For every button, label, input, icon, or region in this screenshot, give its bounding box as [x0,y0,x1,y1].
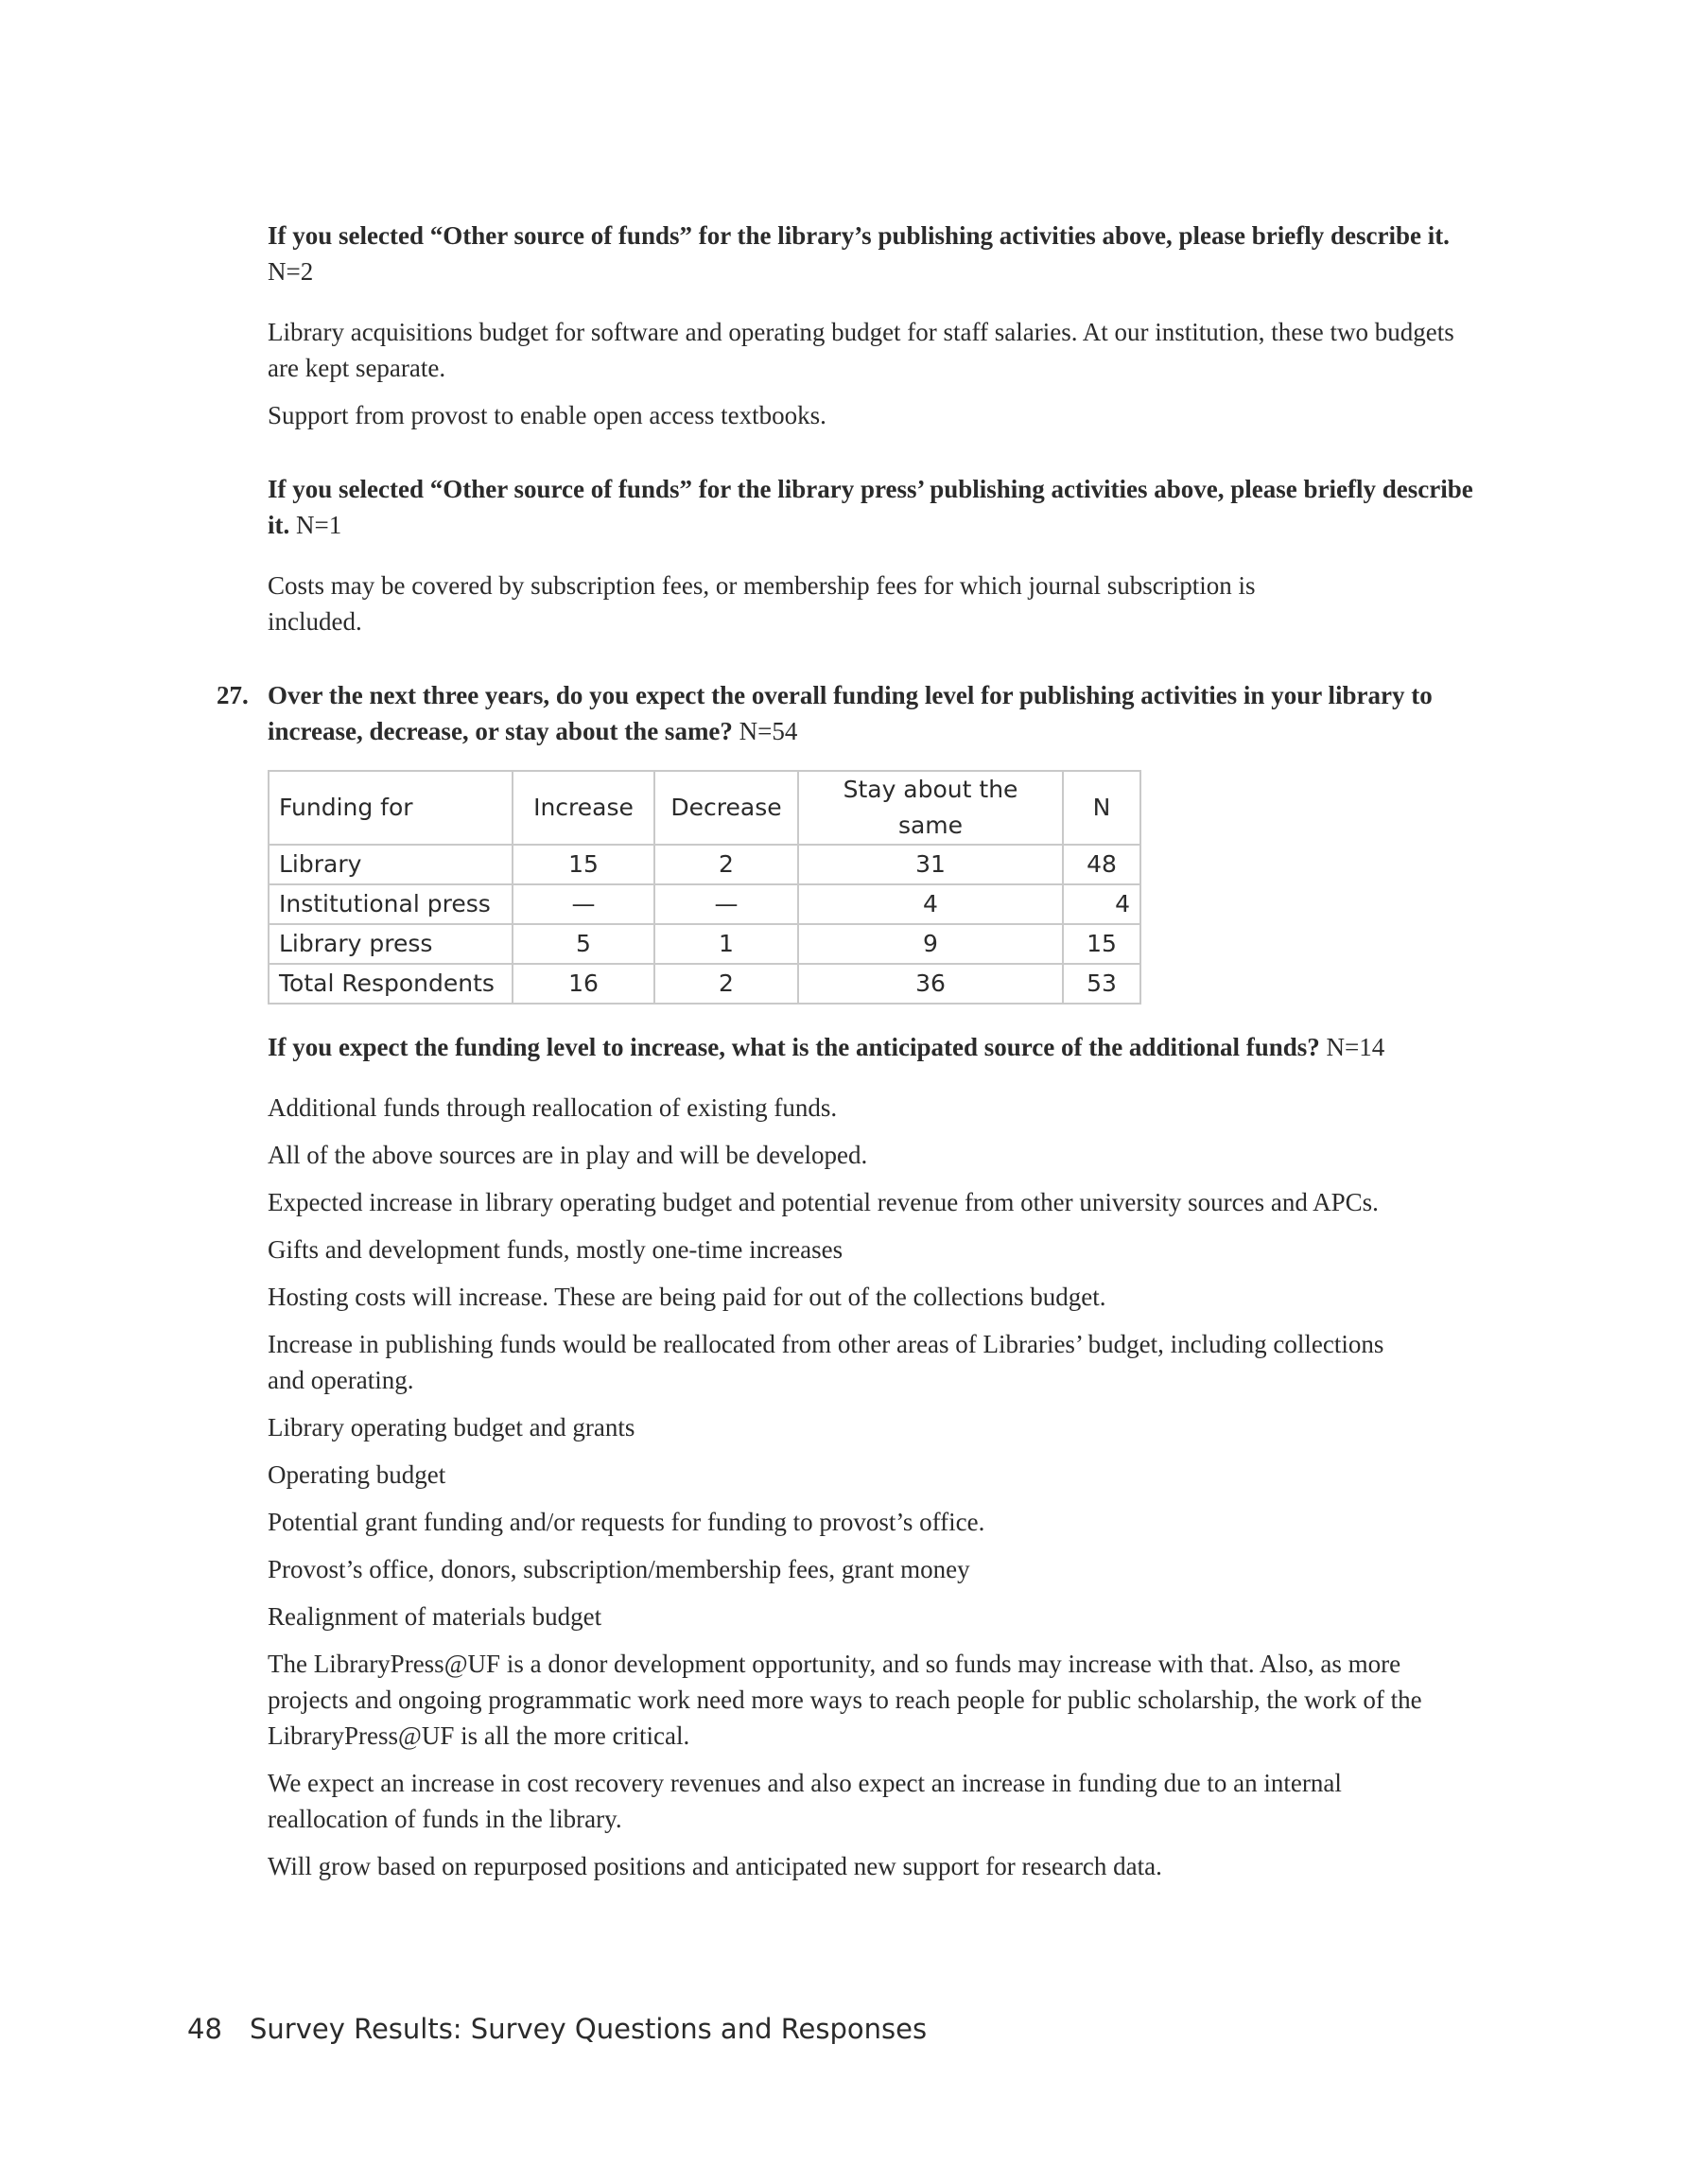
column-header: N [1063,771,1140,845]
page-content [217,218,1487,1884]
response-item: Gifts and development funds, mostly one-time increases [268,1235,844,1264]
table-cell: 36 [798,964,1063,1004]
response-item: We expect an increase in cost recovery revenues and also expect an increase in funding due to an internal reallocation of funds in the library. [268,1769,1342,1833]
response-item: Library operating budget and grants [268,1413,635,1441]
question-other-funds-library [268,218,1487,289]
table-cell: 15 [513,845,654,884]
response-item: Support from provost to enable open access textbooks. [268,401,826,429]
table-header-row [269,771,1140,845]
question-text: If you expect the funding level to increase, what is the anticipated source of the additional funds? [268,1033,1320,1061]
question-text: If you selected “Other source of funds” for the library’s publishing activities above, please briefly describe it. [268,221,1450,250]
response-item: Operating budget [268,1460,446,1489]
response-count: N=14 [1326,1033,1385,1061]
row-label: Library [269,845,513,884]
table-cell: 2 [654,964,798,1004]
table-cell: 1 [654,924,798,964]
response-item: Expected increase in library operating budget and potential revenue from other university sources and APCs. [268,1188,1379,1216]
table-cell: 9 [798,924,1063,964]
column-header: Increase [513,771,654,845]
response-count: N=54 [739,717,798,745]
response-item: The LibraryPress@UF is a donor development opportunity, and so funds may increase with that. Also, as more projects and ongoing programmatic work need more ways to reach people for public scholarship, the work of the LibraryPress@UF is all the more critical. [268,1650,1422,1750]
question-text: If you selected “Other source of funds” for the library press’ publishing activities above, please briefly describe it. [268,475,1473,539]
response-count: N=2 [268,257,314,286]
question-other-funds-library-press [268,471,1487,543]
response-list [268,1090,1487,1884]
table-row [269,884,1140,924]
row-label: Institutional press [269,884,513,924]
table-row [269,845,1140,884]
response-count: N=1 [296,511,342,539]
table-cell: 31 [798,845,1063,884]
table-cell: 48 [1063,845,1140,884]
row-label: Total Respondents [269,964,513,1004]
table-cell: — [513,884,654,924]
table-cell: 2 [654,845,798,884]
row-label: Library press [269,924,513,964]
funding-expectation-table [268,770,1141,1005]
response-item: Costs may be covered by subscription fees, or membership fees for which journal subscription is included. [268,571,1256,636]
question-increase-source [268,1029,1487,1065]
response-item: Potential grant funding and/or requests for funding to provost’s office. [268,1508,985,1536]
response-item: Library acquisitions budget for software and operating budget for staff salaries. At our institution, these two budgets are kept separate. [268,318,1454,382]
table-cell: 4 [1063,884,1140,924]
response-item: All of the above sources are in play and will be developed. [268,1141,868,1169]
table-cell: 16 [513,964,654,1004]
running-title: Survey Results: Survey Questions and Responses [250,2013,928,2045]
response-item: Provost’s office, donors, subscription/membership fees, grant money [268,1555,970,1583]
response-item: Hosting costs will increase. These are being paid for out of the collections budget. [268,1283,1106,1311]
question-27 [217,677,1487,749]
page-number: 48 [187,2013,222,2045]
response-item: Increase in publishing funds would be reallocated from other areas of Libraries’ budget, including collections and operating. [268,1330,1384,1394]
table-cell: 53 [1063,964,1140,1004]
response-item: Realignment of materials budget [268,1602,602,1631]
column-header: Decrease [654,771,798,845]
table-row [269,964,1140,1004]
table-cell: — [654,884,798,924]
response-item: Additional funds through reallocation of existing funds. [268,1093,838,1122]
table-row [269,924,1140,964]
column-header: Stay about the same [798,771,1063,845]
column-header: Funding for [269,771,513,845]
table-cell: 15 [1063,924,1140,964]
question-text: Over the next three years, do you expect the overall funding level for publishing activities in your library to increase, decrease, or stay about the same? [268,681,1433,745]
page-footer [187,2013,927,2045]
question-number: 27. [217,681,249,709]
table-cell: 4 [798,884,1063,924]
response-item: Will grow based on repurposed positions and anticipated new support for research data. [268,1852,1162,1880]
table-cell: 5 [513,924,654,964]
